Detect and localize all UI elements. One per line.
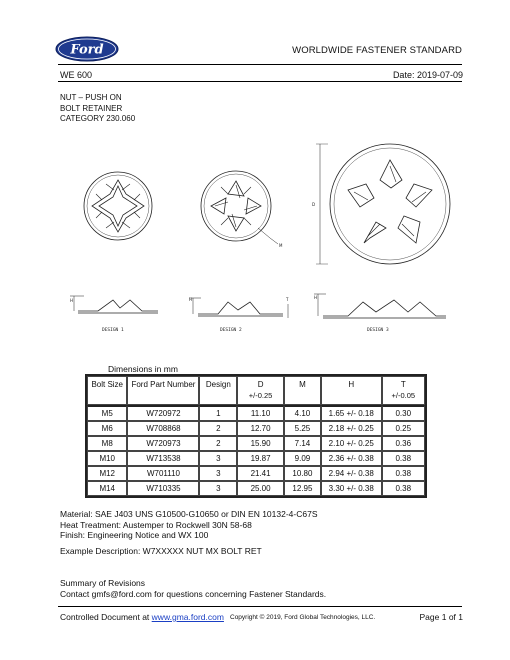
cell-design: 2 bbox=[199, 436, 237, 451]
cell-d: 12.70 bbox=[237, 421, 284, 436]
contact-line: Contact gmfs@ford.com for questions concerning Fastener Standards. bbox=[60, 588, 327, 599]
cell-bolt-size: M12 bbox=[87, 466, 127, 481]
part-line: BOLT RETAINER bbox=[60, 103, 123, 113]
summary-block bbox=[60, 578, 326, 599]
design1-side-view bbox=[70, 296, 158, 333]
t-label: T bbox=[286, 297, 289, 302]
cell-d: 19.87 bbox=[237, 451, 284, 466]
design3-label: DESIGN 3 bbox=[367, 328, 389, 333]
header-t: T +/-0.05 bbox=[382, 376, 425, 405]
table-row bbox=[87, 421, 425, 436]
technical-drawing bbox=[58, 136, 453, 336]
cell-part-number: W720973 bbox=[127, 436, 199, 451]
cell-t: 0.38 bbox=[382, 451, 425, 466]
dimensions-table bbox=[85, 374, 427, 498]
doc-number: WE 600 bbox=[60, 70, 93, 80]
cell-m: 5.25 bbox=[284, 421, 321, 436]
table-row bbox=[87, 436, 425, 451]
m-label: M bbox=[279, 243, 283, 248]
header-divider bbox=[58, 64, 462, 65]
header-part-number: Ford Part Number bbox=[127, 376, 199, 405]
cell-h: 1.65 +/- 0.18 bbox=[321, 405, 382, 421]
header-h: H bbox=[321, 376, 382, 405]
design3-side-view bbox=[314, 294, 446, 333]
cell-h: 2.36 +/- 0.38 bbox=[321, 451, 382, 466]
doc-date: Date: 2019-07-09 bbox=[392, 70, 463, 80]
subheader-divider bbox=[58, 81, 462, 82]
header-d: D +/-0.25 bbox=[237, 376, 284, 405]
cell-design: 3 bbox=[199, 481, 237, 496]
cell-design: 3 bbox=[199, 466, 237, 481]
table-row bbox=[87, 405, 425, 421]
table-header-row bbox=[87, 376, 425, 405]
design2-top-view bbox=[201, 171, 283, 248]
controlled-label: Controlled Document at bbox=[60, 612, 152, 622]
cell-part-number: W701110 bbox=[127, 466, 199, 481]
header-bolt-size: Bolt Size bbox=[87, 376, 127, 405]
controlled-document bbox=[60, 612, 224, 622]
header-m: M bbox=[284, 376, 321, 405]
cell-t: 0.25 bbox=[382, 421, 425, 436]
design1-top-view bbox=[84, 172, 152, 240]
copyright: Copyright © 2019, Ford Global Technologies, LLC. bbox=[230, 614, 376, 621]
cell-t: 0.38 bbox=[382, 481, 425, 496]
cell-m: 7.14 bbox=[284, 436, 321, 451]
cell-part-number: W708868 bbox=[127, 421, 199, 436]
spec-block bbox=[60, 509, 318, 541]
design2-label: DESIGN 2 bbox=[220, 328, 242, 333]
table-row bbox=[87, 466, 425, 481]
table-row bbox=[87, 451, 425, 466]
page-number: Page 1 of 1 bbox=[419, 612, 463, 622]
cell-part-number: W713538 bbox=[127, 451, 199, 466]
part-line: CATEGORY 230.060 bbox=[60, 114, 136, 123]
h-label: H bbox=[70, 298, 74, 303]
cell-m: 4.10 bbox=[284, 405, 321, 421]
cell-h: 3.30 +/- 0.38 bbox=[321, 481, 382, 496]
cell-m: 9.09 bbox=[284, 451, 321, 466]
dimensions-caption: Dimensions in mm bbox=[108, 364, 178, 374]
part-line: NUT – PUSH ON bbox=[60, 93, 122, 102]
cell-d: 21.41 bbox=[237, 466, 284, 481]
cell-d: 25.00 bbox=[237, 481, 284, 496]
cell-t: 0.30 bbox=[382, 405, 425, 421]
cell-m: 10.80 bbox=[284, 466, 321, 481]
cell-bolt-size: M8 bbox=[87, 436, 127, 451]
cell-d: 15.90 bbox=[237, 436, 284, 451]
summary-title: Summary of Revisions bbox=[60, 578, 146, 588]
cell-design: 1 bbox=[199, 405, 237, 421]
h-label: H bbox=[189, 297, 193, 302]
cell-part-number: W710335 bbox=[127, 481, 199, 496]
cell-m: 12.95 bbox=[284, 481, 321, 496]
cell-t: 0.38 bbox=[382, 466, 425, 481]
cell-bolt-size: M10 bbox=[87, 451, 127, 466]
cell-h: 2.94 +/- 0.38 bbox=[321, 466, 382, 481]
cell-part-number: W720972 bbox=[127, 405, 199, 421]
design3-top-view bbox=[312, 144, 450, 264]
h-label: H bbox=[314, 295, 318, 300]
cell-d: 11.10 bbox=[237, 405, 284, 421]
example-description: Example Description: W7XXXXX NUT MX BOLT RET bbox=[60, 546, 262, 556]
d-label: D bbox=[312, 202, 316, 207]
cell-design: 3 bbox=[199, 451, 237, 466]
cell-t: 0.36 bbox=[382, 436, 425, 451]
gma-link[interactable]: www.gma.ford.com bbox=[151, 612, 224, 622]
logo-text: Ford bbox=[70, 42, 104, 58]
cell-h: 2.18 +/- 0.25 bbox=[321, 421, 382, 436]
design2-side-view bbox=[189, 297, 289, 333]
cell-design: 2 bbox=[199, 421, 237, 436]
cell-bolt-size: M6 bbox=[87, 421, 127, 436]
standard-title: WORLDWIDE FASTENER STANDARD bbox=[292, 45, 462, 56]
design1-label: DESIGN 1 bbox=[102, 328, 124, 333]
finish-line: Finish: Engineering Notice and WX 100 bbox=[60, 530, 209, 540]
cell-bolt-size: M5 bbox=[87, 405, 127, 421]
header-design: Design bbox=[199, 376, 237, 405]
cell-bolt-size: M14 bbox=[87, 481, 127, 496]
cell-h: 2.10 +/- 0.25 bbox=[321, 436, 382, 451]
material-line: Material: SAE J403 UNS G10500-G10650 or DIN EN 10132-4-C67S bbox=[60, 509, 318, 519]
heat-treatment-line: Heat Treatment: Austemper to Rockwell 30N 58-68 bbox=[60, 519, 252, 530]
footer-divider bbox=[58, 606, 462, 607]
table-row bbox=[87, 481, 425, 496]
part-description bbox=[60, 93, 135, 125]
ford-logo bbox=[55, 36, 119, 62]
